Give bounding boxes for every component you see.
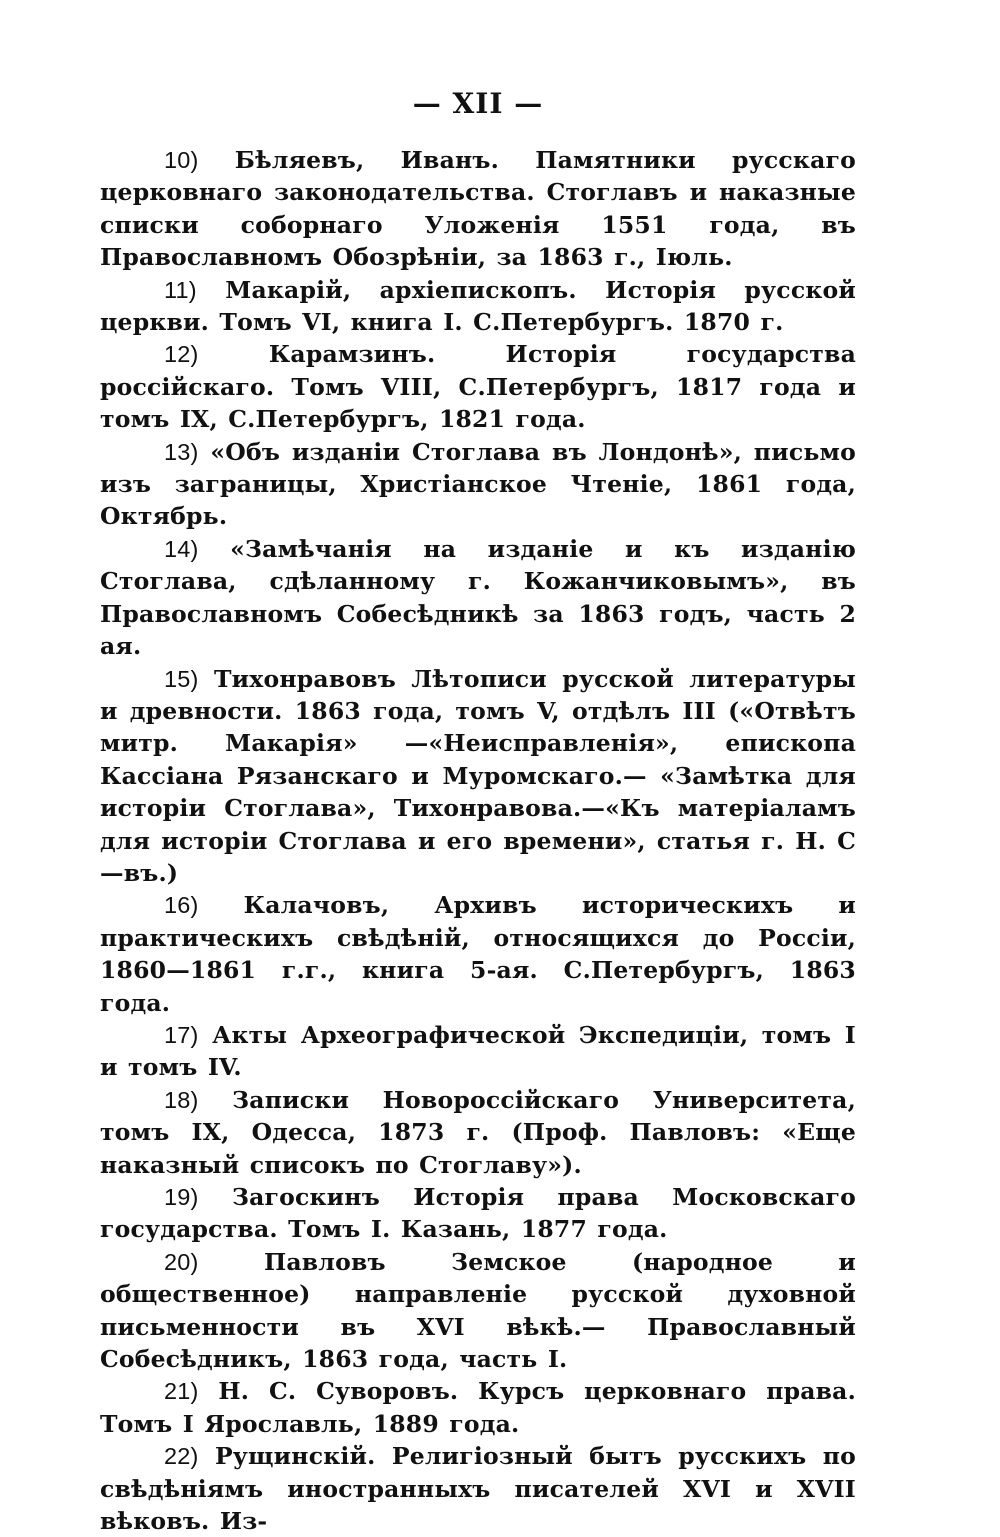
bibliography-entry: [100, 1019, 856, 1084]
bibliography-entry: [100, 1084, 856, 1181]
entry-text: Н. С. Суворовъ. Курсъ церковнаго права. Томъ I Ярославль, 1889 года.: [100, 1377, 856, 1438]
entry-text: Рущинскій. Религіозный бытъ русскихъ по свѣдѣніямъ иностранныхъ писателей XVI и XVII вѣковъ. Из-: [100, 1442, 856, 1536]
entry-number: 17): [164, 1021, 199, 1048]
entry-number: 13): [164, 438, 199, 465]
bibliography-entry: [100, 1440, 856, 1537]
entry-text: Макарій, архіепископъ. Исторія русской церкви. Томъ VI, книга I. С.Петербургъ. 1870 г.: [100, 275, 856, 337]
entry-text: Тихонравовъ Лѣтописи русской литературы и древности. 1863 года, томъ V, отдѣлъ III («Отвѣтъ митр. Макарія» —«Неисправленія», епископа Кассіана Рязанскаго и Муромскаго.— «Замѣтка для исторіи Стоглава», Тихонравова.—«Къ матеріаламъ для исторіи Стоглава и его времени», статья г. Н. С—въ.): [100, 664, 856, 887]
bibliography-list: [100, 144, 856, 1537]
entry-text: «Замѣчанія на изданіе и къ изданію Стоглава, сдѣланному г. Кожанчиковымъ», въ Православномъ Собесѣдникѣ за 1863 годъ, часть 2 ая.: [100, 534, 857, 661]
bibliography-entry: [100, 274, 856, 339]
entry-text: Павловъ Земское (народное и общественное) направленіе русской духовной письменности въ XVI вѣкѣ.— Православный Собесѣдникъ, 1863 года, часть I.: [100, 1247, 856, 1374]
entry-text: Калачовъ, Архивъ историческихъ и практическихъ свѣдѣній, относящихся до Россіи, 1860—1861 г.г., книга 5-ая. С.Петербургъ, 1863 года.: [100, 891, 856, 1017]
bibliography-entry: [100, 1181, 856, 1246]
entry-number: 15): [164, 665, 199, 692]
page-number: — XII —: [412, 87, 544, 120]
entry-number: 16): [164, 892, 199, 919]
entry-text: Загоскинъ Исторія права Московскаго государства. Томъ I. Казань, 1877 года.: [100, 1183, 856, 1244]
entry-number: 20): [164, 1248, 199, 1275]
bibliography-entry: [100, 663, 856, 890]
entry-number: 14): [164, 535, 199, 562]
entry-number: 10): [164, 147, 199, 173]
bibliography-entry: [100, 436, 856, 533]
bibliography-entry: [100, 144, 856, 274]
entry-number: 12): [164, 341, 199, 368]
entry-text: «Объ изданіи Стоглава въ Лондонѣ», письмо изъ заграницы, Христіанское Чтеніе, 1861 года, Октябрь.: [100, 437, 856, 531]
entry-text: Бѣляевъ, Иванъ. Памятники русскаго церковнаго законодательства. Стоглавъ и наказные списки соборнаго Уложенія 1551 года, въ Православномъ Обозрѣніи, за 1863 г., Іюль.: [100, 146, 856, 272]
entry-number: 22): [164, 1443, 199, 1470]
entry-number: 21): [164, 1378, 199, 1405]
bibliography-entry: [100, 1246, 856, 1376]
entry-number: 19): [164, 1184, 199, 1210]
entry-text: Карамзинъ. Исторія государства россійскаго. Томъ VIII, С.Петербургъ, 1817 года и томъ IX, С.Петербургъ, 1821 года.: [100, 340, 857, 434]
bibliography-entry: [100, 533, 856, 663]
bibliography-entry: [100, 889, 856, 1019]
bibliography-entry: [100, 1375, 856, 1440]
entry-number: 11): [164, 276, 197, 303]
entry-text: Записки Новороссійскаго Университета, томъ IX, Одесса, 1873 г. (Проф. Павловъ: «Еще наказный списокъ по Стоглаву»).: [100, 1085, 856, 1179]
entry-number: 18): [164, 1086, 199, 1113]
entry-text: Акты Археографической Экспедиціи, томъ I и томъ IV.: [100, 1020, 856, 1082]
bibliography-entry: [100, 338, 856, 435]
book-page: [100, 84, 856, 1537]
